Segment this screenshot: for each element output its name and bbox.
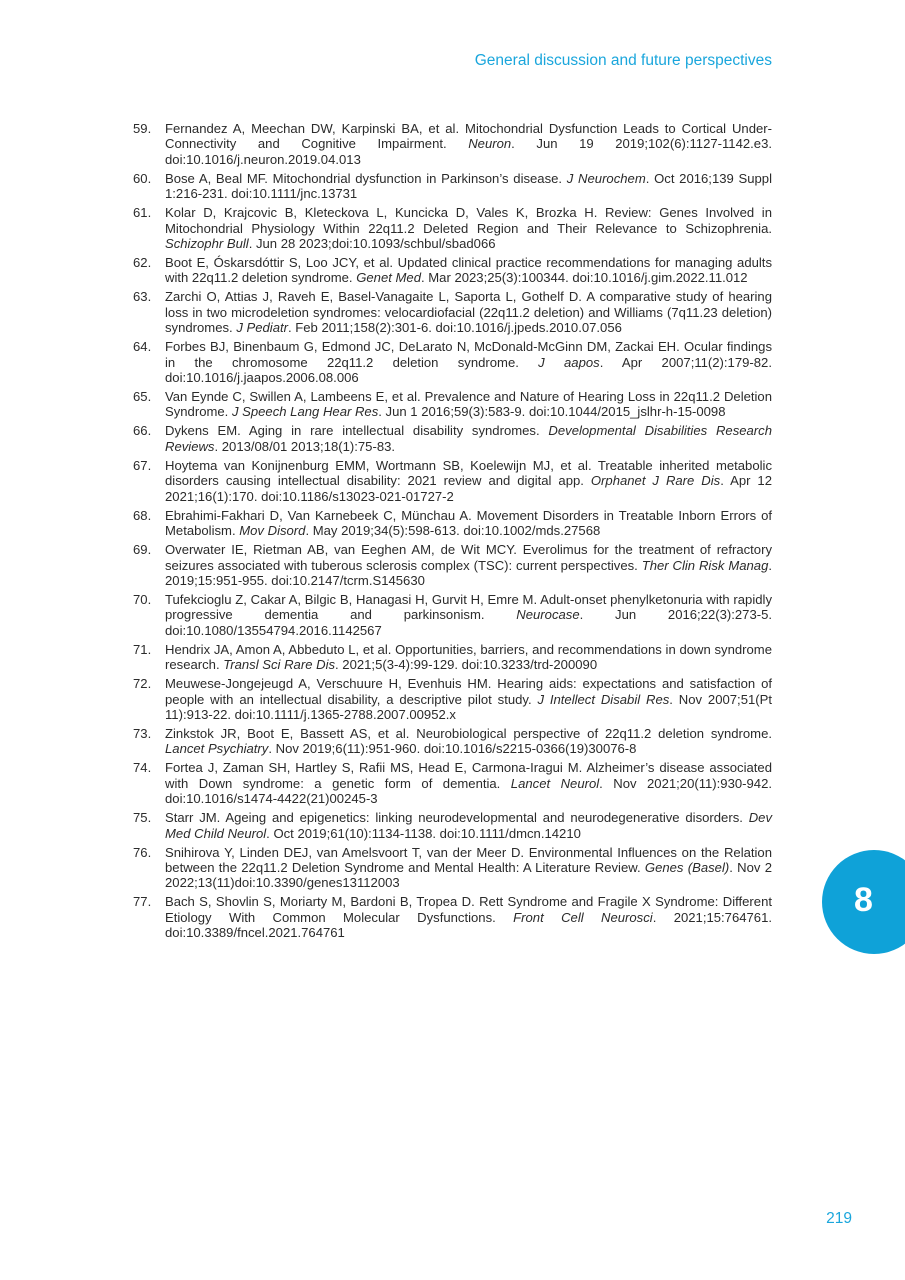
- reference-journal: Ther Clin Risk Manag: [641, 557, 769, 573]
- reference-text: [165, 508, 772, 539]
- reference-journal: Developmental Disabilities Research Reviews: [165, 423, 772, 454]
- reference-authors-title: Fortea J, Zaman SH, Hartley S, Rafii MS, Head E, Carmona-Iragui M. Alzheimer’s disease associated with Down syndrome: a genetic form of dementia.: [165, 760, 772, 791]
- reference-authors-title: Hoytema van Konijnenburg EMM, Wortmann SB, Koelewijn MJ, et al. Treatable inherited metabolic disorders causing intellectual disability: 2021 review and digital app.: [165, 457, 772, 489]
- reference-item: [133, 542, 772, 588]
- reference-journal: Neurocase: [516, 607, 580, 623]
- reference-text: [165, 423, 772, 454]
- reference-details: . Oct 2019;61(10):1134-1138. doi:10.1111/dmcn.14210: [266, 825, 581, 841]
- reference-journal: Lancet Neurol: [510, 775, 600, 791]
- reference-number: 67.: [133, 457, 152, 473]
- reference-item: [133, 205, 772, 251]
- reference-authors-title: Hendrix JA, Amon A, Abbeduto L, et al. Opportunities, barriers, and recommendations in down syndrome research.: [165, 641, 772, 673]
- reference-journal: Genes (Basel): [644, 859, 730, 875]
- reference-journal: J Speech Lang Hear Res: [231, 404, 379, 420]
- reference-text: [165, 676, 772, 722]
- reference-details: . Nov 2007;51(Pt 11):913-22. doi:10.1111/j.1365-2788.2007.00952.x: [165, 691, 772, 722]
- reference-authors-title: Bose A, Beal MF. Mitochondrial dysfunction in Parkinson’s disease.: [165, 170, 567, 186]
- reference-journal: Orphanet J Rare Dis: [590, 473, 721, 489]
- reference-details: . Jun 19 2019;102(6):1127-1142.e3. doi:10.1016/j.neuron.2019.04.013: [165, 136, 772, 167]
- reference-number: 72.: [133, 676, 152, 692]
- reference-item: [133, 845, 772, 891]
- reference-item: [133, 458, 772, 504]
- reference-text: [165, 642, 772, 673]
- reference-text: [165, 894, 772, 940]
- reference-number: 64.: [133, 339, 152, 355]
- reference-details: . Nov 2019;6(11):951-960. doi:10.1016/s2215-0366(19)30076-8: [268, 741, 637, 757]
- reference-number: 75.: [133, 810, 152, 826]
- reference-item: [133, 389, 772, 420]
- reference-number: 59.: [133, 121, 152, 136]
- reference-details: . Nov 2021;20(11):930-942. doi:10.1016/s1474-4422(21)00245-3: [165, 775, 772, 807]
- reference-details: . Oct 2016;139 Suppl 1:216-231. doi:10.1111/jnc.13731: [165, 170, 772, 202]
- reference-authors-title: Fernandez A, Meechan DW, Karpinski BA, et al. Mitochondrial Dysfunction Leads to Cortical Under-Connectivity and Cognitive Impairment.: [165, 121, 772, 152]
- reference-text: [165, 289, 772, 335]
- reference-item: [133, 726, 772, 757]
- reference-item: [133, 676, 772, 722]
- reference-details: . Apr 12 2021;16(1):170. doi:10.1186/s13023-021-01727-2: [165, 473, 772, 504]
- reference-authors-title: Zarchi O, Attias J, Raveh E, Basel-Vanagaite L, Saporta L, Gothelf D. A comparative study of hearing loss in two microdeletion syndromes: velocardiofacial (22q11.2 deletion) and Williams (7q11.23 deletion) syndromes.: [165, 289, 772, 336]
- reference-details: . 2021;5(3-4):99-129. doi:10.3233/trd-200090: [335, 657, 598, 673]
- reference-number: 60.: [133, 170, 152, 186]
- reference-details: . 2013/08/01 2013;18(1):75-83.: [214, 438, 396, 454]
- reference-number: 70.: [133, 591, 152, 607]
- reference-authors-title: Boot E, Óskarsdóttir S, Loo JCY, et al. Updated clinical practice recommendations for managing adults with 22q11.2 deletion syndrome.: [165, 255, 772, 286]
- reference-number: 63.: [133, 289, 152, 305]
- reference-item: [133, 171, 772, 202]
- reference-details: . May 2019;34(5):598-613. doi:10.1002/mds.27568: [305, 523, 601, 539]
- reference-authors-title: Tufekcioglu Z, Cakar A, Bilgic B, Hanagasi H, Gurvit H, Emre M. Adult-onset phenylketonuria with rapidly progressive dementia and parkinsonism.: [165, 591, 772, 623]
- reference-journal: J Pediatr: [236, 320, 288, 336]
- reference-text: [165, 542, 772, 588]
- reference-details: . Nov 2 2022;13(11)doi:10.3390/genes13112003: [165, 859, 772, 891]
- reference-journal: Front Cell Neurosci: [513, 909, 653, 925]
- reference-journal: J Intellect Disabil Res: [537, 691, 670, 707]
- reference-text: [165, 121, 772, 167]
- reference-text: [165, 339, 772, 385]
- reference-text: [165, 389, 772, 420]
- reference-details: . 2021;15:764761. doi:10.3389/fncel.2021.764761: [165, 909, 773, 941]
- reference-text: [165, 205, 772, 251]
- reference-details: . Feb 2011;158(2):301-6. doi:10.1016/j.jpeds.2010.07.056: [287, 320, 622, 336]
- reference-journal: J Neurochem: [566, 170, 646, 186]
- reference-number: 62.: [133, 255, 152, 271]
- reference-journal: Genet Med: [356, 270, 421, 286]
- reference-text: [165, 810, 772, 841]
- reference-text: [165, 171, 772, 202]
- reference-number: 71.: [133, 641, 152, 657]
- reference-text: [165, 458, 772, 504]
- reference-authors-title: Meuwese-Jongejeugd A, Verschuure H, Evenhuis HM. Hearing aids: expectations and satisfaction of people with an intellectual disability, a descriptive pilot study.: [165, 676, 772, 707]
- reference-item: [133, 289, 772, 335]
- reference-text: [165, 592, 772, 638]
- reference-item: [133, 592, 772, 638]
- chapter-tab: [822, 850, 905, 954]
- reference-details: . Jun 2016;22(3):273-5. doi:10.1080/13554794.2016.1142567: [165, 607, 773, 638]
- reference-journal: Schizophr Bull: [165, 236, 249, 252]
- reference-details: . Jun 28 2023;doi:10.1093/schbul/sbad066: [248, 236, 496, 252]
- reference-number: 61.: [133, 205, 152, 221]
- running-header: General discussion and future perspectives: [474, 52, 772, 69]
- reference-authors-title: Starr JM. Ageing and epigenetics: linking neurodevelopmental and neurodegenerative disorders.: [165, 810, 749, 826]
- reference-text: [165, 726, 772, 757]
- reference-journal: Mov Disord: [239, 523, 306, 539]
- reference-item: [133, 508, 772, 539]
- reference-authors-title: Forbes BJ, Binenbaum G, Edmond JC, DeLarato N, McDonald-McGinn DM, Zackai EH. Ocular findings in the chromosome 22q11.2 deletion syndrome.: [165, 339, 772, 370]
- reference-number: 77.: [133, 894, 152, 910]
- reference-details: . Jun 1 2016;59(3):583-9. doi:10.1044/2015_jslhr-h-15-0098: [378, 404, 726, 420]
- reference-text: [165, 255, 772, 286]
- reference-journal: Neuron: [468, 136, 512, 152]
- reference-text: [165, 845, 772, 891]
- reference-journal: Lancet Psychiatry: [165, 741, 269, 757]
- reference-authors-title: Kolar D, Krajcovic B, Kleteckova L, Kuncicka D, Vales K, Brozka H. Review: Genes Involved in Mitochondrial Physiology Within 22q11.2 Deleted Region and Their Relevance to Schizophrenia.: [165, 205, 772, 236]
- reference-item: [133, 339, 772, 385]
- reference-item: [133, 423, 772, 454]
- reference-number: 76.: [133, 844, 152, 860]
- reference-authors-title: Van Eynde C, Swillen A, Lambeens E, et al. Prevalence and Nature of Hearing Loss in 22q11.2 Deletion Syndrome.: [165, 389, 772, 420]
- reference-number: 74.: [133, 760, 152, 776]
- reference-journal: Transl Sci Rare Dis: [223, 657, 336, 673]
- reference-number: 68.: [133, 507, 152, 523]
- reference-details: . 2019;15:951-955. doi:10.2147/tcrm.S145630: [165, 557, 772, 588]
- page-number: 219: [826, 1210, 852, 1227]
- reference-journal: J aapos: [538, 354, 600, 370]
- reference-journal: Dev Med Child Neurol: [165, 810, 772, 841]
- reference-authors-title: Dykens EM. Aging in rare intellectual disability syndromes.: [165, 423, 549, 439]
- reference-authors-title: Zinkstok JR, Boot E, Bassett AS, et al. Neurobiological perspective of 22q11.2 deletion syndrome.: [165, 725, 772, 741]
- reference-authors-title: Overwater IE, Rietman AB, van Eeghen AM, de Wit MCY. Everolimus for the treatment of refractory seizures associated with tuberous sclerosis complex (TSC): current perspectives.: [165, 542, 772, 573]
- reference-authors-title: Bach S, Shovlin S, Moriarty M, Bardoni B, Tropea D. Rett Syndrome and Fragile X Syndrome: Different Etiology With Common Molecular Dysfunctions.: [165, 894, 772, 925]
- reference-authors-title: Ebrahimi-Fakhari D, Van Karnebeek C, Münchau A. Movement Disorders in Treatable Inborn Errors of Metabolism.: [165, 507, 772, 539]
- reference-authors-title: Snihirova Y, Linden DEJ, van Amelsvoort T, van der Meer D. Environmental Influences on the Relation between the 22q11.2 Deletion Syndrome and Mental Health: A Literature Review.: [165, 844, 772, 875]
- reference-number: 66.: [133, 423, 152, 439]
- reference-details: . Apr 2007;11(2):179-82. doi:10.1016/j.jaapos.2006.08.006: [165, 354, 772, 386]
- reference-item: [133, 121, 772, 167]
- reference-text: [165, 760, 772, 806]
- chapter-number: 8: [854, 881, 873, 919]
- reference-details: . Mar 2023;25(3):100344. doi:10.1016/j.gim.2022.11.012: [420, 270, 748, 286]
- reference-item: [133, 894, 772, 940]
- reference-item: [133, 810, 772, 841]
- reference-item: [133, 760, 772, 806]
- reference-number: 65.: [133, 389, 152, 405]
- reference-list: [133, 121, 772, 944]
- reference-item: [133, 255, 772, 286]
- reference-number: 73.: [133, 725, 152, 741]
- reference-item: [133, 642, 772, 673]
- reference-number: 69.: [133, 542, 152, 558]
